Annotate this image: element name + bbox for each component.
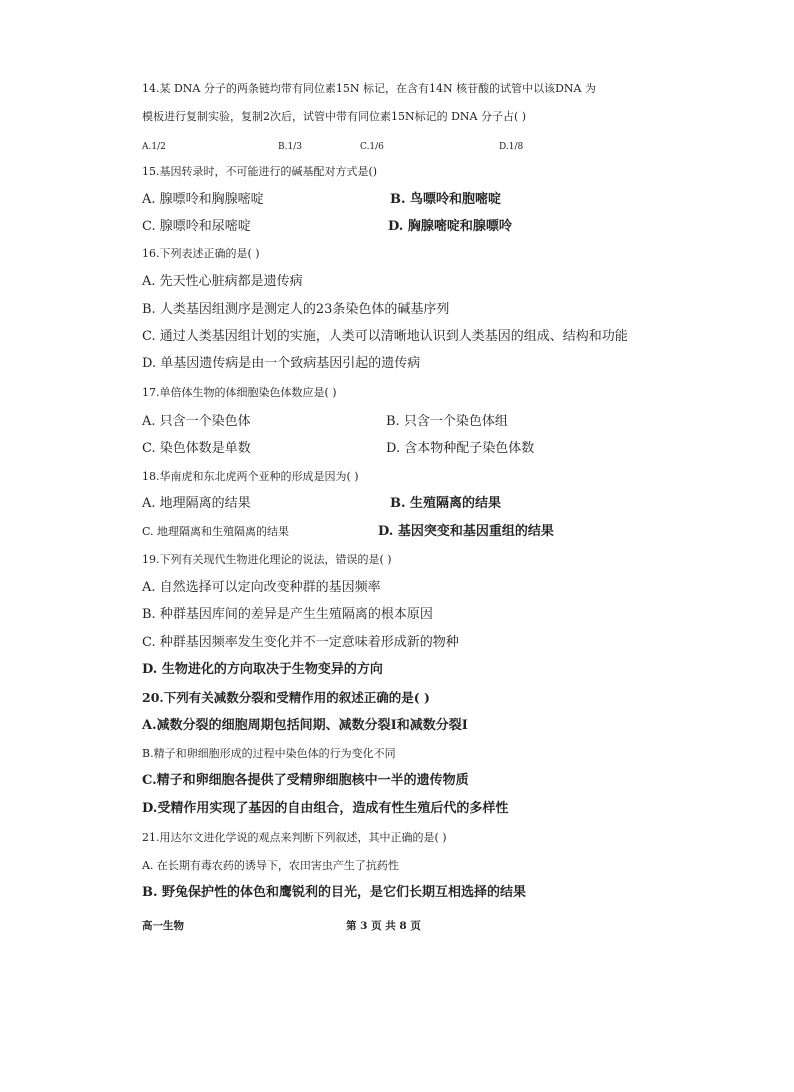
q14-option-a: A.1/2 (142, 142, 166, 152)
q16-option-b: B. 人类基因组测序是测定人的23条染色体的碱基序列 (142, 302, 450, 317)
q19-stem: 19.下列有关现代生物进化理论的说法，错误的是( ) (142, 553, 392, 566)
q20-stem: 20.下列有关减数分裂和受精作用的叙述正确的是( ) (142, 690, 430, 705)
q15-option-d: D. 胸腺嘧啶和腺嘌呤 (388, 219, 512, 234)
q16-option-d: D. 单基因遗传病是由一个致病基因引起的遗传病 (142, 356, 421, 371)
q14-option-c: C.1/6 (360, 142, 384, 152)
q18-option-b: B. 生殖隔离的结果 (390, 496, 502, 511)
q17-option-c: C. 染色体数是单数 (142, 441, 251, 456)
q14-option-b: B.1/3 (278, 142, 302, 152)
q18-stem: 18.华南虎和东北虎两个亚种的形成是因为( ) (142, 470, 359, 483)
q15-option-b: B. 鸟嘌呤和胞嘧啶 (390, 192, 502, 207)
q21-stem: 21.用达尔文进化学说的观点来判断下列叙述，其中正确的是( ) (142, 831, 447, 844)
q19-option-c: C. 种群基因频率发生变化并不一定意味着形成新的物种 (142, 635, 459, 650)
q20-option-b: B.精子和卵细胞形成的过程中染色体的行为变化不同 (142, 747, 396, 760)
q20-option-a: A.减数分裂的细胞周期包括间期、减数分裂I和减数分裂I (142, 718, 468, 733)
q16-option-a: A. 先天性心脏病都是遗传病 (142, 274, 303, 289)
q21-option-b: B. 野兔保护性的体色和鹰锐利的目光，是它们长期互相选择的结果 (142, 885, 527, 900)
q14-stem-line1: 14.某 DNA 分子的两条链均带有同位素15N 标记，在含有14N 核苷酸的试管中以该DNA 为 (142, 82, 596, 95)
q16-stem: 16.下列表述正确的是( ) (142, 247, 260, 260)
q21-option-a: A. 在长期有毒农药的诱导下，农田害虫产生了抗药性 (142, 859, 399, 872)
q18-option-d: D. 基因突变和基因重组的结果 (378, 524, 554, 539)
q15-stem: 15.基因转录时，不可能进行的碱基配对方式是() (142, 165, 378, 178)
q19-option-d: D. 生物进化的方向取决于生物变异的方向 (142, 662, 383, 677)
q20-option-d: D.受精作用实现了基因的自由组合，造成有性生殖后代的多样性 (142, 801, 509, 816)
q19-option-a: A. 自然选择可以定向改变种群的基因频率 (142, 580, 381, 595)
q14-option-d: D.1/8 (499, 142, 524, 152)
q16-option-c: C. 通过人类基因组计划的实施，人类可以清晰地认识到人类基因的组成、结构和功能 (142, 329, 628, 344)
q18-option-c: C. 地理隔离和生殖隔离的结果 (142, 525, 290, 538)
footer-subject: 高一生物 (142, 920, 184, 932)
footer-page-number: 第 3 页 共 8 页 (346, 920, 421, 932)
q17-option-d: D. 含本物种配子染色体数 (386, 441, 535, 456)
q18-option-a: A. 地理隔离的结果 (142, 496, 251, 511)
q20-option-c: C.精子和卵细胞各提供了受精卵细胞核中一半的遗传物质 (142, 773, 469, 788)
q14-stem-line2: 模板进行复制实验，复制2次后，试管中带有同位素15N标记的 DNA 分子占( ) (142, 110, 527, 123)
q17-option-a: A. 只含一个染色体 (142, 414, 251, 429)
q19-option-b: B. 种群基因库间的差异是产生生殖隔离的根本原因 (142, 607, 433, 622)
q17-stem: 17.单倍体生物的体细胞染色体数应是( ) (142, 386, 337, 399)
q17-option-b: B. 只含一个染色体组 (386, 414, 508, 429)
q15-option-a: A. 腺嘌呤和胸腺嘧啶 (142, 192, 264, 207)
q15-option-c: C. 腺嘌呤和尿嘧啶 (142, 219, 251, 234)
